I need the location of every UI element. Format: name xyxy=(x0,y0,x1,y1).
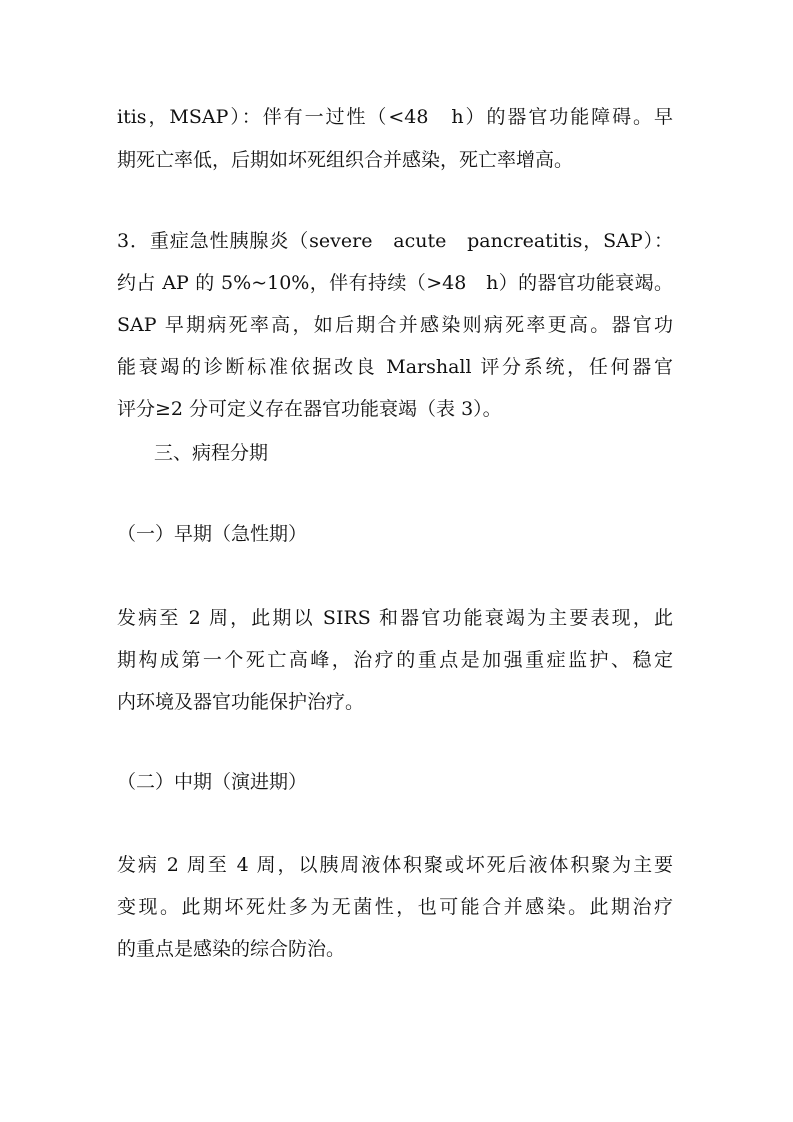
paragraph-line: itis，MSAP）：伴有一过性（<48 h）的器官功能障碍。早 xyxy=(117,106,673,128)
paragraph-line: 期死亡率低，后期如坏死组织合并感染，死亡率增高。 xyxy=(117,149,574,171)
paragraph-line: 期构成第一个死亡高峰，治疗的重点是加强重症监护、稳定 xyxy=(117,649,673,671)
subsection-heading: （二）中期（演进期） xyxy=(117,771,308,793)
section-heading: 三、病程分期 xyxy=(154,442,269,464)
paragraph-line: 发病 2 周至 4 周，以胰周液体积聚或坏死后液体积聚为主要 xyxy=(117,854,673,876)
paragraph-line: 的重点是感染的综合防治。 xyxy=(117,938,346,960)
paragraph-line: 3．重症急性胰腺炎（severe acute pancreatitis，SAP）： xyxy=(117,230,673,252)
paragraph-line: 评分≥2 分可定义存在器官功能衰竭（表 3）。 xyxy=(117,398,502,420)
paragraph-line: 发病至 2 周，此期以 SIRS 和器官功能衰竭为主要表现，此 xyxy=(117,607,673,629)
paragraph-line: SAP 早期病死率高，如后期合并感染则病死率更高。器官功 xyxy=(117,314,673,336)
paragraph-line: 约占 AP 的 5%~10%，伴有持续（>48 h）的器官功能衰竭。 xyxy=(117,272,673,294)
paragraph-line: 内环境及器官功能保护治疗。 xyxy=(117,691,365,713)
subsection-heading: （一）早期（急性期） xyxy=(117,523,308,545)
paragraph-line: 能衰竭的诊断标准依据改良 Marshall 评分系统，任何器官 xyxy=(117,356,673,378)
paragraph-line: 变现。此期坏死灶多为无菌性，也可能合并感染。此期治疗 xyxy=(117,896,673,918)
